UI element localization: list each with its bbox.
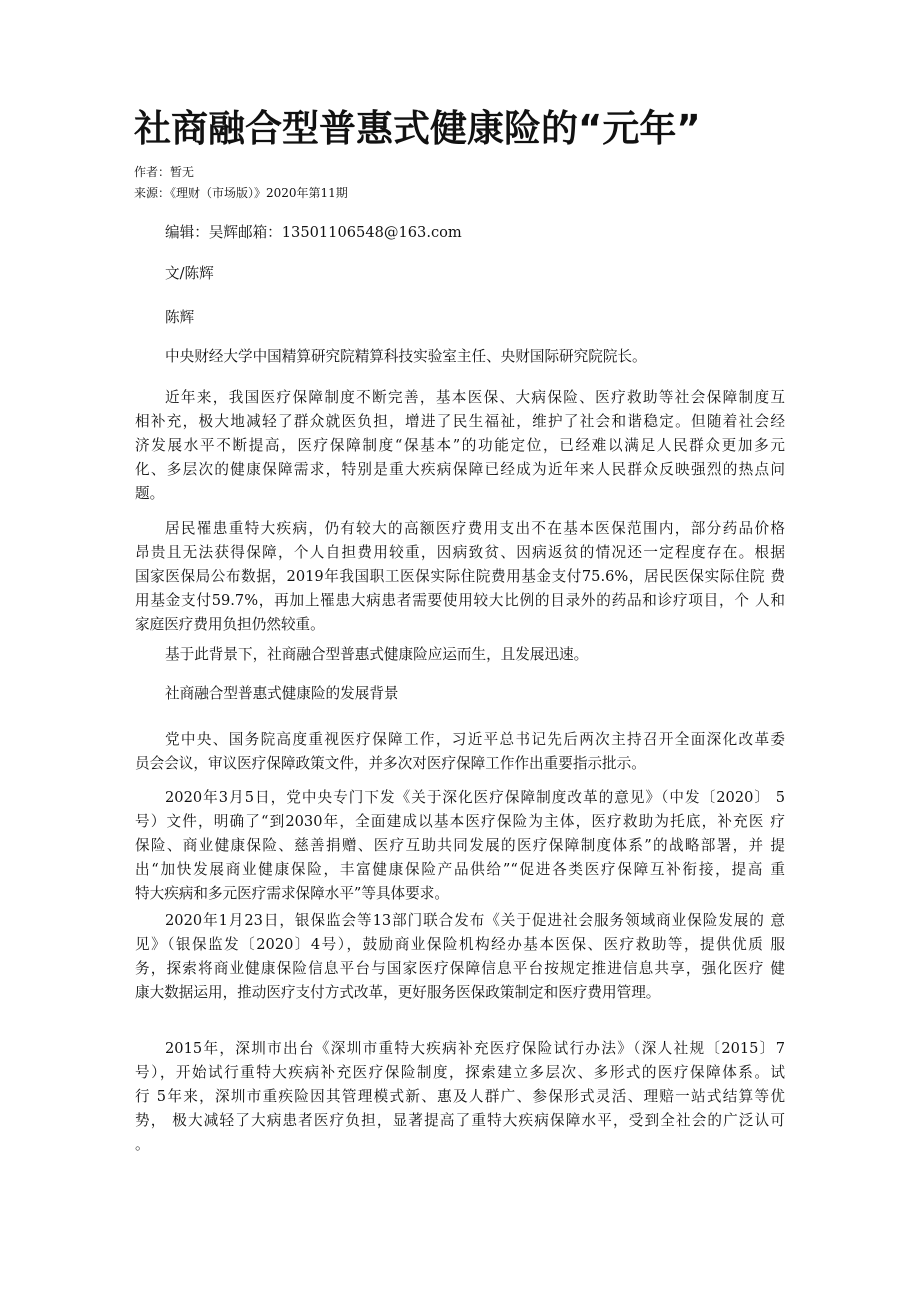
article-title: 社商融合型普惠式健康险的“元年” <box>134 107 701 150</box>
paragraph-line: 相补充，极大地减轻了群众就医负担，增进了民生福祉，维护了社会和谐稳定。但随着社会经 <box>135 413 785 430</box>
paragraph <box>135 1037 785 1157</box>
paragraph-line: 济发展水平不断提高，医疗保障制度“保基本”的功能定位，已经难以满足人民群众更加多元 <box>135 437 785 454</box>
paragraph-line: 康大数据运用，推动医疗支付方式改革，更好服务医保政策制定和医疗费用管理。 <box>135 984 661 1001</box>
paragraph-line: 特大疾病和多元医疗需求保障水平”等具体要求。 <box>135 885 449 902</box>
paragraph <box>135 786 785 906</box>
paragraph <box>135 386 785 506</box>
paragraph <box>135 345 785 369</box>
paragraph-line: 出“加快发展商业健康保险，丰富健康保险产品供给”“促进各类医疗保障互补衔接，提高 重 <box>135 861 785 878</box>
paragraph-line: 务，探索将商业健康保险信息平台与国家医疗保障信息平台按规定推进信息共享，强化医疗 健 <box>135 960 785 977</box>
paragraph <box>135 517 785 637</box>
paragraph-line: 员会会议，审议医疗保障政策文件，并多次对医疗保障工作作出重要指示批示。 <box>135 755 646 772</box>
paragraph-line: 陈辉 <box>165 309 195 326</box>
paragraph-line: 党中央、国务院高度重视医疗保障工作，习近平总书记先后两次主持召开全面深化改革委 <box>165 731 785 748</box>
paragraph <box>135 682 785 706</box>
paragraph-line: 社商融合型普惠式健康险的发展背景 <box>165 685 399 702</box>
paragraph <box>135 306 785 330</box>
paragraph <box>135 262 785 286</box>
author-line: 作者：暂无 <box>134 165 195 179</box>
paragraph <box>135 909 785 1005</box>
paragraph-line: 2020年3月5日，党中央专门下发《关于深化医疗保障制度改革的意见》（中发〔2020〕 5 <box>165 789 785 806</box>
paragraph-line: 保险、商业健康保险、慈善捐赠、医疗互助共同发展的医疗保障制度体系”的战略部署，并 提 <box>135 837 785 854</box>
paragraph-line: 用基金支付59.7%，再加上罹患大病患者需要使用较大比例的目录外的药品和诊疗项目，个 人和 <box>135 592 785 609</box>
paragraph-line: 号），开始试行重特大疾病补充医疗保险制度，探索建立多层次、多形式的医疗保障体系。试 <box>135 1064 785 1081</box>
paragraph-line: 国家医保局公布数据，2019年我国职工医保实际住院费用基金支付75.6%，居民医保实际住院 费 <box>135 568 785 585</box>
paragraph-line: 势， 极大减轻了大病患者医疗负担，显著提高了重特大疾病保障水平，受到全社会的广泛认可 <box>135 1112 785 1129</box>
paragraph <box>135 728 785 776</box>
paragraph-line: 文/陈辉 <box>165 265 214 282</box>
paragraph <box>135 643 785 667</box>
paragraph <box>135 221 785 245</box>
paragraph-line: 化、多层次的健康保障需求，特别是重大疾病保障已经成为近年来人民群众反映强烈的热点问 <box>135 461 785 478</box>
paragraph-line: 见》（银保监发〔2020〕4号），鼓励商业保险机构经办基本医保、医疗救助等，提供优质 服 <box>135 936 785 953</box>
paragraph-line: 。 <box>135 1136 150 1153</box>
paragraph-line: 2015年，深圳市出台《深圳市重特大疾病补充医疗保险试行办法》（深人社规〔2015〕7 <box>165 1040 785 1057</box>
source-line: 来源：《理财（市场版）》2020年第11期 <box>134 186 348 200</box>
paragraph-line: 昂贵且无法获得保障，个人自担费用较重，因病致贫、因病返贫的情况还一定程度存在。根据 <box>135 544 785 561</box>
paragraph-line: 家庭医疗费用负担仍然较重。 <box>135 616 325 633</box>
paragraph-line: 2020年1月23日，银保监会等13部门联合发布《关于促进社会服务领域商业保险发展的 意 <box>165 912 785 929</box>
paragraph-line: 中央财经大学中国精算研究院精算科技实验室主任、央财国际研究院院长。 <box>165 348 647 365</box>
paragraph-line: 编辑：吴辉邮箱：13501106548@163.com <box>165 224 462 241</box>
paragraph-line: 近年来，我国医疗保障制度不断完善，基本医保、大病保险、医疗救助等社会保障制度互 <box>165 389 785 406</box>
paragraph-line: 基于此背景下，社商融合型普惠式健康险应运而生，且发展迅速。 <box>165 646 589 663</box>
paragraph-line: 题。 <box>135 485 165 502</box>
paragraph-line: 居民罹患重特大疾病，仍有较大的高额医疗费用支出不在基本医保范围内，部分药品价格 <box>165 520 785 537</box>
paragraph-line: 号）文件，明确了“到2030年，全面建成以基本医疗保险为主体，医疗救助为托底，补充医 疗 <box>135 813 785 830</box>
paragraph-line: 行 5年来，深圳市重疾险因其管理模式新、惠及人群广、参保形式灵活、理赔一站式结算等优 <box>135 1088 785 1105</box>
